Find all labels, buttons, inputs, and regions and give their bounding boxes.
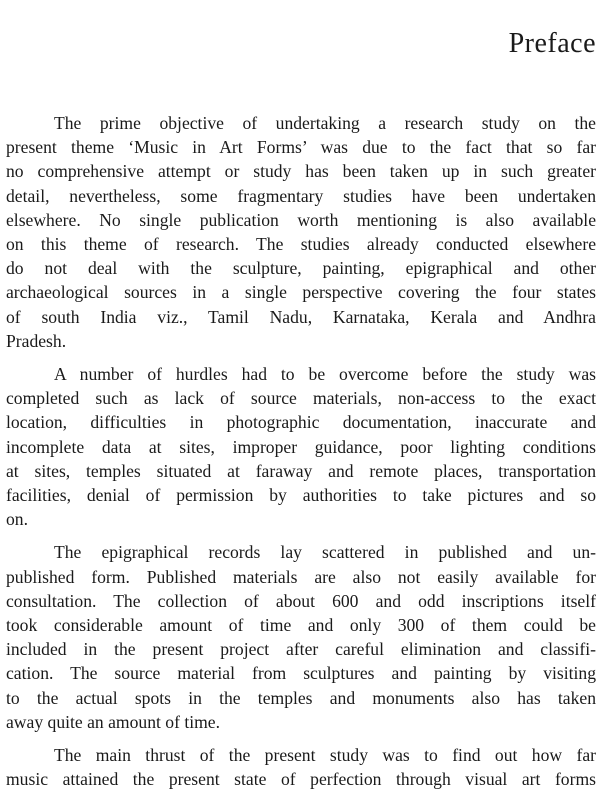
paragraph-3 — [6, 540, 596, 734]
page-title: Preface — [508, 28, 596, 59]
preface-body — [6, 111, 596, 800]
text-line: away quite an amount of time. — [6, 711, 220, 732]
text-line: facilities, denial of permission by authorities to take pictures and so — [6, 485, 596, 506]
text-line: The prime objective of undertaking a research study on the — [54, 113, 596, 133]
paragraph-4 — [6, 743, 596, 791]
text-line: on this theme of research. The studies already conducted elsewhere — [6, 234, 596, 255]
text-line: at sites, temples situated at faraway and remote places, transportation — [6, 460, 596, 481]
text-line: consultation. The collection of about 600 and odd inscriptions itself — [6, 590, 596, 611]
text-line: completed such as lack of source materials, non-access to the exact — [6, 388, 596, 409]
text-line: location, difficulties in photographic documentation, inaccurate and — [6, 412, 596, 433]
text-line: cation. The source material from sculptures and painting by visiting — [6, 663, 596, 684]
text-line: incomplete data at sites, improper guidance, poor lighting conditions — [6, 436, 596, 457]
text-line: detail, nevertheless, some fragmentary studies have been undertaken — [6, 185, 596, 206]
text-line: A number of hurdles had to be overcome before the study was — [54, 364, 596, 385]
text-line: The epigraphical records lay scattered in published and un- — [54, 542, 596, 563]
text-line: archaeological sources in a single perspective covering the four states — [6, 282, 596, 303]
text-line: music attained the present state of perfection through visual art forms — [6, 769, 596, 790]
text-line: took considerable amount of time and only 300 of them could be — [6, 615, 596, 636]
paragraph-1 — [6, 111, 596, 353]
text-line: to the actual spots in the temples and monuments also has taken — [6, 687, 596, 708]
text-line: present theme ‘Music in Art Forms’ was due to the fact that so far — [6, 137, 596, 158]
text-line: do not deal with the sculpture, painting, epigraphical and other — [6, 258, 596, 279]
text-line: The main thrust of the present study was to find out how far — [54, 745, 596, 766]
text-line: elsewhere. No single publication worth mentioning is also available — [6, 209, 596, 230]
text-line: on. — [6, 509, 28, 530]
text-line: of south India viz., Tamil Nadu, Karnataka, Kerala and Andhra — [6, 306, 596, 327]
text-line: Pradesh. — [6, 330, 67, 351]
paragraph-2 — [6, 362, 596, 531]
text-line: included in the present project after careful elimination and classifi- — [6, 639, 596, 660]
text-line: no comprehensive attempt or study has been taken up in such greater — [6, 161, 596, 182]
text-line: published form. Published materials are also not easily available for — [6, 566, 596, 587]
